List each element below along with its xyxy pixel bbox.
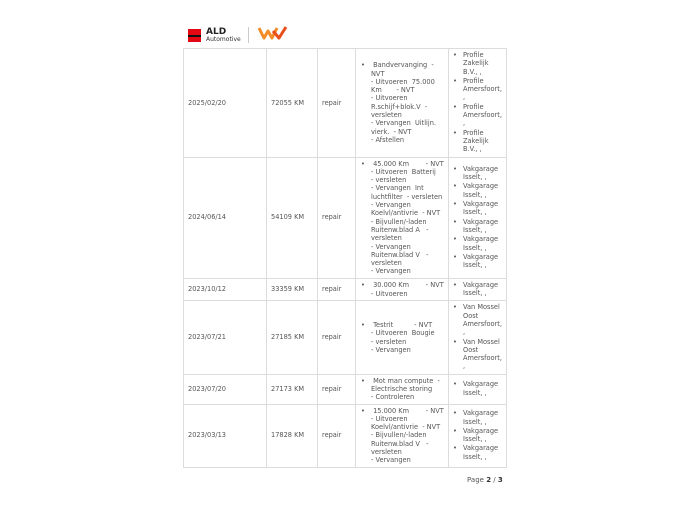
table-row bbox=[184, 278, 507, 301]
service-type: repair bbox=[318, 374, 356, 404]
garage-item: • Vakgarage Isselt, , bbox=[451, 235, 502, 252]
odometer: 72055 KM bbox=[267, 49, 318, 158]
description-item: • 30.000 Km - NVT - Uitvoeren bbox=[359, 281, 444, 298]
odometer: 54109 KM bbox=[267, 157, 318, 278]
odometer: 27173 KM bbox=[267, 374, 318, 404]
service-date: 2024/06/14 bbox=[184, 157, 267, 278]
garage-item: • Vakgarage Isselt, , bbox=[451, 444, 502, 461]
total-pages: 3 bbox=[497, 476, 503, 484]
service-date: 2023/03/13 bbox=[184, 404, 267, 467]
garage-item: • Vakgarage Isselt, , bbox=[451, 165, 502, 182]
garage-item: • Profile Amersfoort, , bbox=[451, 77, 502, 102]
page-label: Page bbox=[467, 476, 484, 484]
service-description bbox=[356, 157, 449, 278]
current-page: 2 bbox=[486, 476, 492, 484]
ald-logo-text bbox=[206, 28, 241, 43]
service-type: repair bbox=[318, 49, 356, 158]
table-row bbox=[184, 157, 507, 278]
table-row bbox=[184, 374, 507, 404]
page-separator: / bbox=[493, 476, 496, 484]
odometer: 27185 KM bbox=[267, 301, 318, 374]
page-indicator bbox=[467, 476, 503, 484]
garage-item: • Vakgarage Isselt, , bbox=[451, 218, 502, 235]
service-date: 2023/07/20 bbox=[184, 374, 267, 404]
ald-logo-icon bbox=[188, 29, 201, 42]
garage-item: • Profile Amersfoort, , bbox=[451, 103, 502, 128]
garage-item: • Vakgarage Isselt, , bbox=[451, 281, 502, 298]
service-description bbox=[356, 49, 449, 158]
garage-item: • Vakgarage Isselt, , bbox=[451, 380, 502, 397]
service-description bbox=[356, 374, 449, 404]
brand-name: ALD bbox=[206, 26, 227, 37]
service-description bbox=[356, 278, 449, 301]
garage-item: • Van Mossel Oost Amersfoort, , bbox=[451, 338, 502, 371]
logo-divider bbox=[248, 27, 249, 43]
garage-item: • Profile Zakelijk B.V., , bbox=[451, 129, 502, 154]
garage-item: • Vakgarage Isselt, , bbox=[451, 200, 502, 217]
odometer: 33359 KM bbox=[267, 278, 318, 301]
service-type: repair bbox=[318, 404, 356, 467]
garage-list bbox=[449, 374, 507, 404]
description-item: • 45.000 Km - NVT - Uitvoeren Batterij - versleten - Vervangen Int luchtfilter - versleten - Vervangen Koelvl/antivrie - NVT - Bijvullen/-laden Ruitenw.blad A - versleten - Vervangen Ruitenw.blad V - versleten - Vervangen bbox=[359, 160, 444, 276]
garage-list bbox=[449, 157, 507, 278]
table-row bbox=[184, 49, 507, 158]
service-type: repair bbox=[318, 301, 356, 374]
service-date: 2023/07/21 bbox=[184, 301, 267, 374]
description-item: • Bandvervanging - NVT - Uitvoeren 75.000 Km - NVT - Uitvoeren R.schijf+blok.V - versleten - Vervangen Uitlijn. vierk. - NVT - Afstellen bbox=[359, 61, 444, 144]
partner-logo bbox=[258, 25, 288, 45]
page-header bbox=[188, 25, 288, 45]
description-item: • Testrit - NVT - Uitvoeren Bougie - versleten - Vervangen bbox=[359, 321, 444, 354]
garage-list bbox=[449, 301, 507, 374]
garage-list bbox=[449, 404, 507, 467]
garage-list bbox=[449, 278, 507, 301]
garage-item: • Vakgarage Isselt, , bbox=[451, 427, 502, 444]
brand-subtitle: Automotive bbox=[206, 35, 241, 43]
service-description bbox=[356, 404, 449, 467]
garage-list bbox=[449, 49, 507, 158]
maintenance-history-table bbox=[183, 48, 507, 468]
table-row bbox=[184, 301, 507, 374]
service-description bbox=[356, 301, 449, 374]
service-date: 2025/02/20 bbox=[184, 49, 267, 158]
garage-item: • Vakgarage Isselt, , bbox=[451, 409, 502, 426]
garage-item: • Profile Zakelijk B.V., , bbox=[451, 51, 502, 76]
description-item: • Mot man compute - Electrische storing - Controleren bbox=[359, 377, 444, 402]
description-item: • 15.000 Km - NVT - Uitvoeren Koelvl/antivrie - NVT - Bijvullen/-laden Ruitenw.blad V - versleten - Vervangen bbox=[359, 407, 444, 465]
service-type: repair bbox=[318, 278, 356, 301]
service-type: repair bbox=[318, 157, 356, 278]
table-row bbox=[184, 404, 507, 467]
garage-item: • Van Mossel Oost Amersfoort, , bbox=[451, 303, 502, 336]
garage-item: • Vakgarage Isselt, , bbox=[451, 253, 502, 270]
garage-item: • Vakgarage Isselt, , bbox=[451, 182, 502, 199]
partner-logo-icon bbox=[258, 25, 288, 41]
odometer: 17828 KM bbox=[267, 404, 318, 467]
service-date: 2023/10/12 bbox=[184, 278, 267, 301]
